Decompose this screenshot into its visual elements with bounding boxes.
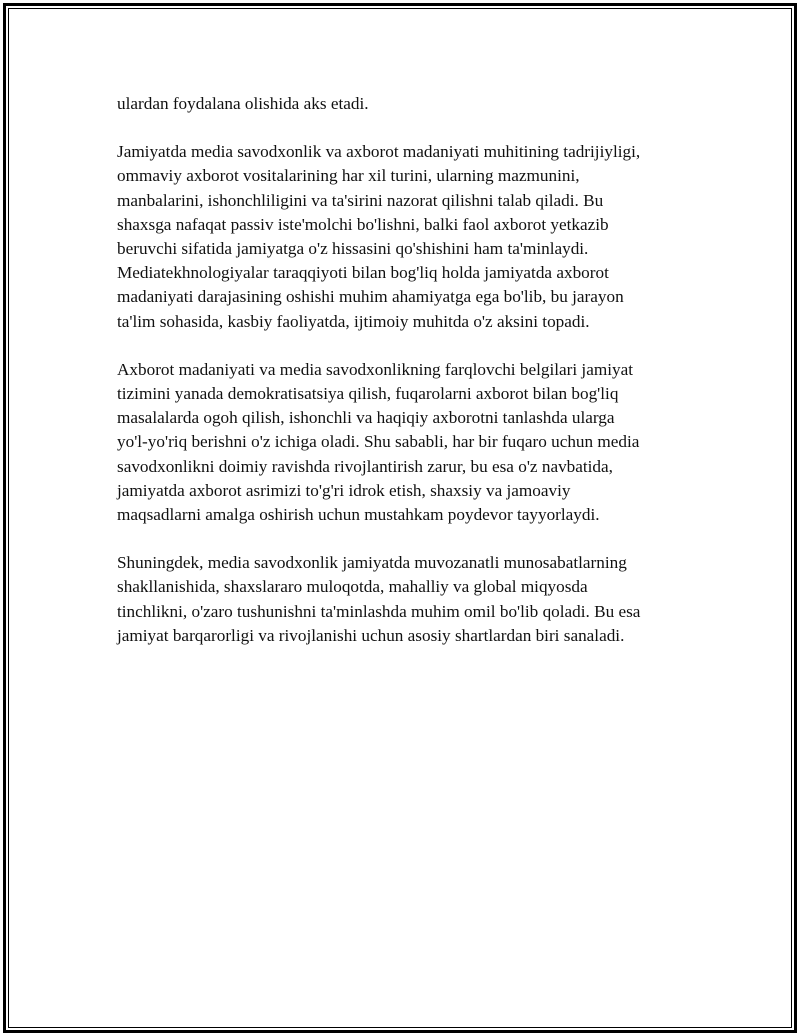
text-line: jamiyat barqarorligi va rivojlanishi uchun asosiy shartlardan biri sanaladi. [117,625,625,645]
text-line: yo'l-yo'riq berishni o'z ichiga oladi. Shu sababli, har bir fuqaro uchun media [117,432,640,452]
text-line: shakllanishida, shaxslararo muloqotda, mahalliy va global miqyosda [117,577,588,597]
paragraph-4 [117,551,697,648]
paragraph-2 [117,140,697,334]
text-line: ta'lim sohasida, kasbiy faoliyatda, ijtimoiy muhitda o'z aksini topadi. [117,311,590,331]
text-line: masalalarda ogoh qilish, ishonchli va haqiqiy axborotni tanlashda ularga [117,408,615,428]
text-line: tizimini yanada demokratisatsiya qilish, fuqarolarni axborot bilan bog'liq [117,384,619,404]
text-line: ulardan foydalana olishida aks etadi. [117,94,369,113]
text-line: jamiyatda axborot asrimizi to'g'ri idrok etish, shaxsiy va jamoaviy [117,480,571,500]
text-line: Axborot madaniyati va media savodxonlikning farqlovchi belgilari jamiyat [117,359,633,379]
text-line: madaniyati darajasining oshishi muhim ahamiyatga ega bo'lib, bu jarayon [117,287,624,307]
text-line: Jamiyatda media savodxonlik va axborot madaniyati muhitining tadrijiyligi, [117,142,641,162]
text-line: Shuningdek, media savodxonlik jamiyatda muvozanatli munosabatlarning [117,553,627,573]
text-line: tinchlikni, o'zaro tushunishni ta'minlashda muhim omil bo'lib qoladi. Bu esa [117,601,641,621]
document-body [117,92,697,672]
paragraph-1 [117,92,697,116]
text-line: savodxonlikni doimiy ravishda rivojlantirish zarur, bu esa o'z navbatida, [117,456,613,476]
text-line: ommaviy axborot vositalarining har xil turini, ularning mazmunini, [117,166,580,186]
paragraph-3 [117,358,697,527]
text-line: shaxsga nafaqat passiv iste'molchi bo'lishni, balki faol axborot yetkazib [117,214,609,234]
text-line: maqsadlarni amalga oshirish uchun mustahkam poydevor tayyorlaydi. [117,505,600,525]
text-line: manbalarini, ishonchliligini va ta'sirini nazorat qilishni talab qiladi. Bu [117,190,604,210]
text-line: Mediatekhnologiyalar taraqqiyoti bilan bog'liq holda jamiyatda axborot [117,263,609,283]
text-line: beruvchi sifatida jamiyatga o'z hissasini qo'shishini ham ta'minlaydi. [117,239,589,259]
